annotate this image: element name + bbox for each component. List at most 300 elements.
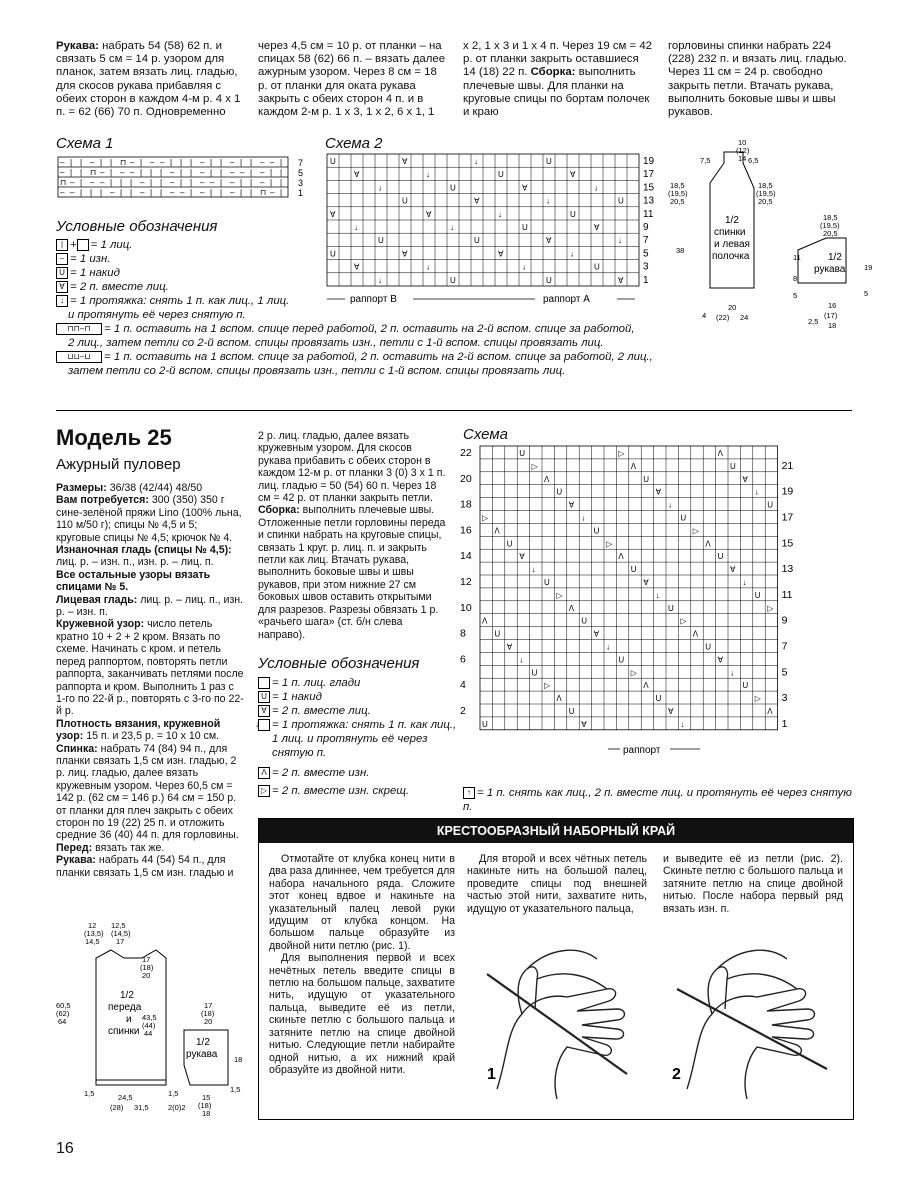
schema1-cell: ⊓ (60, 178, 67, 187)
schema3-cell: U (581, 616, 587, 626)
schema1-cell: – (270, 188, 275, 197)
schema2-row-label: 1 (643, 274, 649, 286)
schema1-cell: ⊓ (120, 158, 127, 167)
diagram2-r1: 17 (142, 955, 151, 964)
diagram2-l3: 64 (58, 1017, 67, 1026)
model-mid-text (258, 430, 448, 641)
diagram1-l1: 7,5 (700, 156, 711, 165)
schema3-cell: U (767, 500, 773, 510)
sk2p-symbol-icon: ↑ (463, 787, 475, 799)
schema1-cell: | (250, 188, 253, 197)
schema3-cell: ↓ (531, 565, 536, 575)
schema2-row-label: 15 (643, 182, 655, 194)
schema2-cell: U (546, 275, 552, 285)
legend2-extra: ↑ = 1 п. снять как лиц., 2 п. вместе лиц. и протянуть её через снятую п. (463, 787, 852, 813)
model-title: Модель 25 (56, 425, 172, 450)
schema3-cell: ∀ (506, 642, 513, 652)
diagram1-bottom3: 24 (740, 313, 749, 322)
assembly-value: выполнить плечевые швы. Отложенные петли горловины переда и спинки набрать на круговые спицы, связать 1 круг. р. лиц. п. и закрыть петли как лиц. Втачать рукава, выполнить боковые швы и швы рукавов, при этом нижние 27 см боковых швов оставить открытыми для разрезов. Разрезы обвязать 1 р. «рачьего шага» (ст. б/н слева направо). (258, 504, 446, 641)
schema2-cell: U (522, 223, 528, 232)
schema1-cell: | (170, 158, 173, 167)
schema1-cell: – (160, 158, 165, 167)
schema3-cell: ▷ (482, 513, 489, 523)
schema1-cell: – (170, 188, 175, 197)
schema3-row-label-odd: 1 (781, 717, 788, 730)
schema1-cell: – (100, 168, 105, 177)
schema2-cell: U (618, 196, 624, 206)
schema2-cell: ↓ (426, 170, 430, 180)
schema1-cell: – (230, 178, 235, 187)
cable-front-symbol-icon: ⊓⊓–⊓ (56, 323, 102, 335)
diagram2-side15l: 1,5 (84, 1089, 95, 1098)
schema2-cell: ↓ (450, 223, 454, 232)
schema1-cell: | (280, 158, 283, 167)
legend1-item-knit: | + = 1 лиц. (56, 238, 676, 252)
schema3-cell: ▷ (754, 694, 761, 704)
schema3-cell: ▷ (692, 526, 699, 536)
schema2-cell: U (570, 209, 576, 219)
diagram2-s18: 18 (234, 1055, 243, 1064)
face-value: лиц. р. – лиц. п., изн. р. – изн. п. (56, 593, 244, 619)
schema3-row-label-odd: 17 (781, 511, 794, 524)
cast-on-box (258, 818, 854, 1120)
schema3-cell: ▷ (630, 668, 637, 678)
diagram2-l1: 60,5 (56, 1001, 71, 1010)
density-value: 15 п. и 23,5 р. = 10 х 10 см. (86, 730, 220, 743)
diagram1-sleeve-top2: (19,5) (820, 221, 840, 230)
diagram2-r6: 44 (144, 1029, 153, 1038)
schema3-cell: ∀ (581, 719, 587, 729)
diagram1-bottom2: (22) (716, 313, 730, 322)
schema3-cell: ▷ (767, 603, 774, 613)
legend1-item-cable-front: ⊓⊓–⊓ = 1 п. оставить на 1 вспом. спице перед работой, 2 п. оставить на 2-й вспом. спице за работой, (56, 322, 676, 336)
sleeves-value: набрать 44 (54) 54 п., для планки связать 1,5 см изн. гладью и (56, 854, 234, 879)
schema3-cell: ↓ (730, 668, 734, 678)
diagram2-s-label1: 1/2 (196, 1037, 210, 1048)
schema2-rapport-a: раппорт A (543, 294, 590, 305)
schema3-cell: Λ (482, 616, 488, 626)
schema3-row-label-even: 4 (460, 679, 466, 692)
schema2-cell: U (546, 157, 552, 166)
schema1-row-5: 5 (298, 168, 304, 178)
schema1-cell: | (220, 158, 223, 167)
diagram2-t4: 12,5 (111, 921, 126, 930)
schema2-row-label: 5 (643, 248, 649, 260)
schema3-cell: ↓ (754, 487, 759, 497)
cast-on-col1: Отмотайте от клубка конец нити в два раза длиннее, чем требуется для набора начального ряда. Сложите этот конец вдвое и накиньте на указательный палец левой руки идущим от клубка концом. На большом пальце образуйте из двойной нити петлю (рис. 1). Для выполнения первой и всех нечётных петель введите спицы в петлю на большом пальце, захватите нить, идущую от указательного пальца, выведите её из петли, скиньте петлю с большого пальца и затяните петлю на спице двойной нитью. Следующие петли набирайте одной нитью, а их нижний край образуйте из двойной нити. (269, 853, 455, 1076)
schema2-cell: U (594, 262, 600, 272)
schema3-cell: Λ (556, 694, 562, 704)
schema2-cell: ↓ (378, 275, 382, 285)
diagram1-sleeve-label1: 1/2 (828, 252, 842, 263)
cast-on-box-title: КРЕСТООБРАЗНЫЙ НАБОРНЫЙ КРАЙ (259, 819, 853, 843)
schema1-cell: – (70, 188, 75, 197)
schema1-cell: – (140, 178, 145, 187)
schema1-cell: | (110, 168, 113, 177)
schema1-cell: | (190, 188, 193, 197)
top-col-1-bold: Рукава: (56, 40, 99, 52)
top-col-3-b: выполнить плечевые швы. Для планки на круговые спицы по бортам полочек и краю (463, 66, 650, 119)
schema1-cell: – (200, 158, 205, 167)
schema3-cell: U (506, 539, 513, 549)
schema1-cell: | (180, 168, 183, 177)
assembly-label: Сборка: (258, 504, 300, 517)
hand-illustration-2 (677, 950, 827, 1099)
schema1-row-7: 7 (298, 158, 304, 168)
diagram1-sleeve-5b: 5 (864, 289, 869, 298)
diagram2-label1: 1/2 (120, 990, 134, 1001)
diagram2-s-b1: 15 (202, 1093, 211, 1102)
schema1-cell: | (80, 168, 83, 177)
diagram1-sleeve-11: 11 (793, 253, 801, 262)
schema1-cell: | (130, 188, 133, 197)
diagram1-side-r1: 18,5 (758, 181, 773, 190)
schema2-cell: ↓ (618, 236, 622, 246)
schema3-cell: ▷ (556, 590, 563, 600)
schema3-cell: U (482, 719, 488, 729)
diagram2-t3: 14,5 (85, 937, 100, 946)
knit-symbol-icon: | (56, 239, 68, 251)
schema3-cell: U (668, 603, 674, 613)
schema1-cell: – (270, 158, 275, 167)
schema3-row-label-odd: 9 (781, 614, 788, 627)
schema3-cell: ↓ (581, 513, 586, 523)
top-col-3 (463, 40, 653, 119)
legend2-item-p2tog-tbl: ▷ = 2 п. вместе изн. скрещ. (258, 784, 458, 798)
legend2-title: Условные обозначения (258, 655, 420, 672)
schema1-cell: | (250, 178, 253, 187)
schema3-cell: Λ (692, 629, 699, 639)
schema2-cell: ∀ (330, 209, 336, 219)
k2tog-symbol-icon: ∀ (258, 705, 270, 717)
schema3-cell: U (643, 474, 649, 484)
schema3-cell: ∀ (655, 487, 662, 497)
schema3-row-label-odd: 15 (781, 537, 794, 550)
legend2 (255, 655, 458, 798)
schema3-row-label-even: 8 (460, 627, 466, 640)
schema1-cell: | (190, 158, 193, 167)
face-label: Лицевая гладь: (56, 593, 138, 606)
diagram1-l2: 6,5 (748, 156, 759, 165)
schema3-cell: ↓ (606, 642, 610, 652)
schema1-cell: | (160, 188, 163, 197)
schema3-cell: U (544, 578, 550, 587)
schema2-cell: U (378, 236, 384, 246)
schema1-cell: | (250, 168, 253, 177)
schema1-cell: | (110, 158, 113, 167)
schema2-cell: ∀ (570, 170, 576, 180)
schema1-row-1: 1 (298, 188, 304, 198)
schema3-cell: ∀ (730, 565, 736, 575)
ssk-symbol-icon: ↓ (258, 719, 270, 731)
top-col-2: через 4,5 см = 10 р. от планки – на спицах 58 (62) 66 п. – вязать далее ажурным узором. Через 8 см = 18 р. от планки для оката рукава закрыть с обеих сторон 4 п. и в каждом 2-м р. 1 х 3, 1 х 2, 6 х 1, 1 (258, 40, 446, 119)
legend1-item-k2tog: ∀ = 2 п. вместе лиц. (56, 280, 676, 294)
sleeves-label: Рукава: (56, 854, 96, 867)
diagram2-s-label2: рукава (186, 1049, 218, 1060)
hand-illustration-1 (487, 950, 627, 1099)
schema3-row-label-odd: 5 (781, 666, 788, 679)
schema3-cell: ∀ (593, 629, 600, 639)
schema1-cell: | (210, 188, 213, 197)
legend2-item-p2tog: Λ = 2 п. вместе изн. (258, 766, 458, 780)
schema3-row-label-odd: 7 (781, 640, 788, 653)
schema3-cell: ∀ (668, 707, 674, 716)
schema2-cell: ∀ (354, 170, 360, 180)
p2tog-symbol-icon: Λ (258, 767, 270, 779)
schema1-cell: – (180, 188, 185, 197)
schema3-cell: ∀ (742, 474, 748, 484)
schema1-cell: | (210, 158, 213, 167)
schema3-cell: Λ (705, 539, 711, 549)
diagram1-side-r2: (19,5) (756, 189, 776, 198)
schema1-cell: | (130, 178, 133, 187)
schema1-cell: – (200, 188, 205, 197)
schema1-cell: – (110, 188, 115, 197)
top-col-1-text: набрать 54 (58) 62 п. и связать 5 см = 14 р. узором для планок, затем вязать лиц. гладью, для скосов рукава прибавляя с обеих сторон в каждом 4-м р. 4 х 1 п. = 62 (66) 70 п. Одновременно (56, 40, 241, 119)
yarn-over-symbol-icon: U (258, 691, 270, 703)
diagram2-b2: (28) (110, 1103, 124, 1112)
section-divider (56, 410, 852, 411)
purl-label: Изнаночная гладь (спицы № 4,5): (56, 544, 232, 557)
schema3-cell: Λ (717, 449, 723, 458)
schema2-cell: ↓ (522, 262, 526, 272)
schema3-rapport: раппорт (623, 745, 661, 756)
schema2-cell: ↓ (354, 223, 358, 232)
schema3-cell: Λ (568, 603, 575, 613)
schema3-cell: ▷ (680, 616, 687, 626)
schema2-cell: ↓ (546, 196, 550, 206)
schema3-cell: Λ (618, 552, 624, 562)
schema1-cell: | (150, 168, 153, 177)
schema3-grid (460, 444, 800, 769)
schema1-cell: | (160, 178, 163, 187)
diagram2-s-2: 2(0)2 (168, 1103, 186, 1112)
schema3-cell: Λ (630, 461, 637, 471)
schema1-cell: | (80, 158, 83, 167)
schema3-cell: ↓ (680, 719, 685, 729)
diagram1-top3: 14 (738, 154, 747, 163)
diagram1-bottom-l: 4 (702, 311, 707, 320)
schema2-rapport-b: раппорт B (350, 294, 397, 305)
diagram1-label4: полочка (712, 251, 750, 262)
legend1-item-cable-back-cont: затем петли со 2-й вспом. спицы провязать изн., петли с 1-й вспом. спицы провязать лиц. (68, 365, 566, 377)
diagram2-s1: 17 (204, 1001, 213, 1010)
diagram2-t1: 12 (88, 921, 97, 930)
page-number: 16 (56, 1140, 74, 1157)
legend1-item-cable-front-cont: 2 лиц., затем петли со 2-й вспом. спицы провязать изн., петли с 1-й вспом. спицы провязать лиц. (68, 337, 604, 349)
schema1-cell: – (260, 178, 265, 187)
diagram1-label3: и левая (714, 239, 750, 250)
legend2-item-ssk: ↓ = 1 протяжка: снять 1 п. как лиц., 1 лиц. и протянуть её через снятую п. (255, 719, 457, 759)
schema1-cell: – (90, 158, 95, 167)
schema1-cell: | (220, 168, 223, 177)
schema3-cell: ↓ (742, 578, 747, 587)
schema3-row-label-odd: 19 (781, 485, 794, 498)
schema1-cell: – (240, 168, 245, 177)
diagram1-sleeve-8: 8 (793, 274, 798, 283)
yarn-over-symbol-icon: U (56, 267, 68, 279)
schema2-cell: ↓ (378, 183, 382, 193)
schema1-cell: | (190, 178, 193, 187)
schema3-row-label-even: 16 (460, 524, 472, 537)
schema1-cell: – (260, 158, 265, 167)
schema2-title: Схема 2 (325, 135, 383, 152)
diagram1 (668, 138, 888, 338)
back-value: набрать 74 (84) 94 п., для планки связать 1,5 см изн. гладью, 2 р. лиц. гладью, далее вязать кружевным узором. Через 60,5 см = 142 р. (62 см = 146 р.) 64 см = 150 р. от планки для плеч закрыть с обеих сторон по 19 (22) 25 п. и отложить средние 36 (40) 44 п. для горловины. (56, 742, 239, 842)
fig2-label: 2 (672, 1066, 681, 1083)
schema2-cell: U (450, 183, 456, 193)
diagram1-sleeve-top3: 20,5 (823, 229, 838, 238)
schema1-cell: ⊓ (260, 188, 267, 197)
schema1-cell: – (140, 188, 145, 197)
diagram1-label2: спинки (714, 227, 746, 238)
p2tog-tbl-symbol-icon: ▷ (258, 785, 270, 797)
schema2-cell: ∀ (594, 223, 600, 232)
diagram1-side-l2: (19,5) (668, 189, 688, 198)
schema1-cell: – (100, 178, 105, 187)
schema1-cell: | (100, 188, 103, 197)
schema1-cell: – (90, 178, 95, 187)
legend1-title: Условные обозначения (56, 218, 218, 235)
density-label: Плотность вязания, кружевной узор: (56, 717, 221, 743)
diagram2-s3: 20 (204, 1017, 213, 1026)
schema3-row-label-even: 20 (460, 472, 472, 485)
ssk-symbol-icon: ↓ (56, 295, 68, 307)
diagram1-bottom1: 20 (728, 303, 737, 312)
cable-back-symbol-icon: ⊔⊔–⊔ (56, 351, 102, 363)
legend2-item-knit: = 1 п. лиц. глади (258, 676, 458, 690)
lace-value: число петель кратно 10 + 2 + 2 кром. Вязать по схеме. Начинать с кром. и петель перед раппортом, повторять петли раппорта, заканчивать петлями после раппорта и кром. Выполнить 1 раз с 1-го по 22-й р., повторять с 3-го по 22-й р. (56, 618, 244, 718)
schema2-row-label: 7 (643, 235, 649, 247)
diagram1-sleeve-top1: 18,5 (823, 213, 838, 222)
schema2-cell: ∀ (402, 157, 408, 166)
need-value: 300 (350) 350 г сине-зелёной пряжи Lino (100% льна, 110 м/50 г); спицы № 4,5 и 5; круговые спицы № 4,5; крючок № 4. (56, 494, 242, 544)
diagram1-sleeve-b1: 16 (828, 301, 837, 310)
schema3-cell: ↓ (655, 590, 660, 600)
diagram2-r3: 20 (142, 971, 151, 980)
schema1-cell: – (170, 168, 175, 177)
diagram2-t6: 17 (116, 937, 125, 946)
schema2-row-label: 11 (643, 208, 654, 220)
schema3-row-label-even: 2 (460, 705, 466, 717)
schema3-cell: Λ (494, 526, 500, 536)
legend1 (56, 218, 676, 378)
diagram2-side15r: 1,5 (168, 1089, 179, 1098)
schema3-title: Схема (463, 426, 508, 443)
schema1-cell: – (230, 158, 235, 167)
diagram2-r4: 43,5 (142, 1013, 157, 1022)
diagram2-l2: (62) (56, 1009, 70, 1018)
schema1-cell: – (130, 158, 135, 167)
schema1-cell: | (150, 178, 153, 187)
schema3-row-label-odd: 3 (781, 692, 788, 705)
schema3-row-label-odd: 11 (781, 588, 793, 601)
schema1-title: Схема 1 (56, 135, 114, 152)
schema1-cell: | (210, 168, 213, 177)
schema3-cell: U (556, 487, 563, 497)
schema3-row-label-even: 22 (460, 447, 472, 459)
schema3-row-label-even: 14 (460, 550, 472, 563)
diagram2 (56, 920, 256, 1130)
schema3-cell: U (531, 668, 538, 678)
schema1-cell: ⊓ (90, 168, 97, 177)
k2tog-symbol-icon: ∀ (56, 281, 68, 293)
schema3-cell: U (630, 565, 637, 575)
diagram1-side-l1: 18,5 (670, 181, 685, 190)
schema3-cell: U (705, 642, 711, 652)
schema3-cell: ↓ (668, 500, 672, 510)
knit-symbol-icon (258, 677, 270, 689)
schema1-row-3: 3 (298, 178, 304, 188)
diagram1-side-l3: 20,5 (670, 197, 685, 206)
legend1-item-ssk: ↓ = 1 протяжка: снять 1 п. как лиц., 1 лиц. (56, 294, 676, 308)
schema1-cell: | (110, 178, 113, 187)
schema3-row-label-even: 18 (460, 498, 472, 511)
need-label: Вам потребуется: (56, 494, 149, 507)
schema1-cell: | (270, 178, 273, 187)
schema2-row-label: 17 (643, 169, 655, 181)
schema1-cell: | (140, 168, 143, 177)
legend2-item-yo: U = 1 накид (258, 690, 458, 704)
lace-label: Кружевной узор: (56, 618, 145, 631)
schema3-cell: ∀ (568, 500, 575, 510)
schema1-cell: | (220, 178, 223, 187)
schema2-cell: ↓ (594, 183, 598, 193)
top-col-4: горловины спинки набрать 224 (228) 232 п. и вязать лиц. гладью. Через 11 см = 24 р. свободно закрыть петли. Втачать рукава, выполнить боковые швы и швы рукавов. (668, 40, 847, 119)
schema1-cell: – (230, 188, 235, 197)
diagram2-t5: (14,5) (111, 929, 131, 938)
schema1-cell: | (160, 168, 163, 177)
schema2-cell: ∀ (402, 249, 408, 259)
schema1-cell: – (120, 168, 125, 177)
schema1-cell: – (230, 168, 235, 177)
schema2-cell: ∀ (498, 249, 504, 259)
schema3-cell: ∀ (717, 655, 724, 665)
schema1-cell: | (180, 158, 183, 167)
schema1-cell: – (60, 158, 65, 167)
schema2-cell: ∀ (618, 275, 624, 285)
schema1-cell: – (60, 188, 65, 197)
schema3-row-label-odd: 21 (781, 459, 794, 472)
schema2-row-label: 19 (643, 156, 655, 167)
schema1-cell: | (90, 188, 93, 197)
schema3-cell: U (754, 590, 761, 600)
back-label: Спинка: (56, 742, 98, 755)
diagram1-sleeve-19: 19 (864, 263, 873, 272)
schema3-cell: U (519, 449, 525, 458)
diagram1-top: 10 (738, 138, 747, 147)
top-col-1 (56, 40, 244, 119)
schema1-grid (56, 155, 316, 205)
schema1-cell: | (220, 188, 223, 197)
top-col-3-a: х 2, 1 х 3 и 1 х 4 п. Через 19 см = 42 р. от планки закрыть оставшиеся 14 (18) 22 п. (463, 40, 653, 79)
sizes-value: 36/38 (42/44) 48/50 (109, 482, 203, 494)
diagram2-label4: спинки (108, 1026, 140, 1037)
schema2-cell: ∀ (426, 209, 432, 219)
cast-on-col2: Для второй и всех чётных петель накиньте нить на большой палец, проведите спицы под внешней частью этой нити, захватите нить, идущую от указательного пальца, (467, 853, 647, 915)
schema3-cell: U (593, 526, 600, 536)
diagram2-s-b2: (18) (198, 1101, 212, 1110)
schema1-cell: – (130, 168, 135, 177)
diagram1-top2: (12) (736, 146, 750, 155)
schema1-cell: | (70, 168, 73, 177)
schema1-cell: | (280, 178, 283, 187)
diagram2-r5: (44) (142, 1021, 156, 1030)
schema1-cell: | (150, 188, 153, 197)
diagram2-s-b3: 18 (202, 1109, 211, 1118)
fig1-label: 1 (487, 1066, 496, 1083)
schema1-cell: | (280, 168, 283, 177)
